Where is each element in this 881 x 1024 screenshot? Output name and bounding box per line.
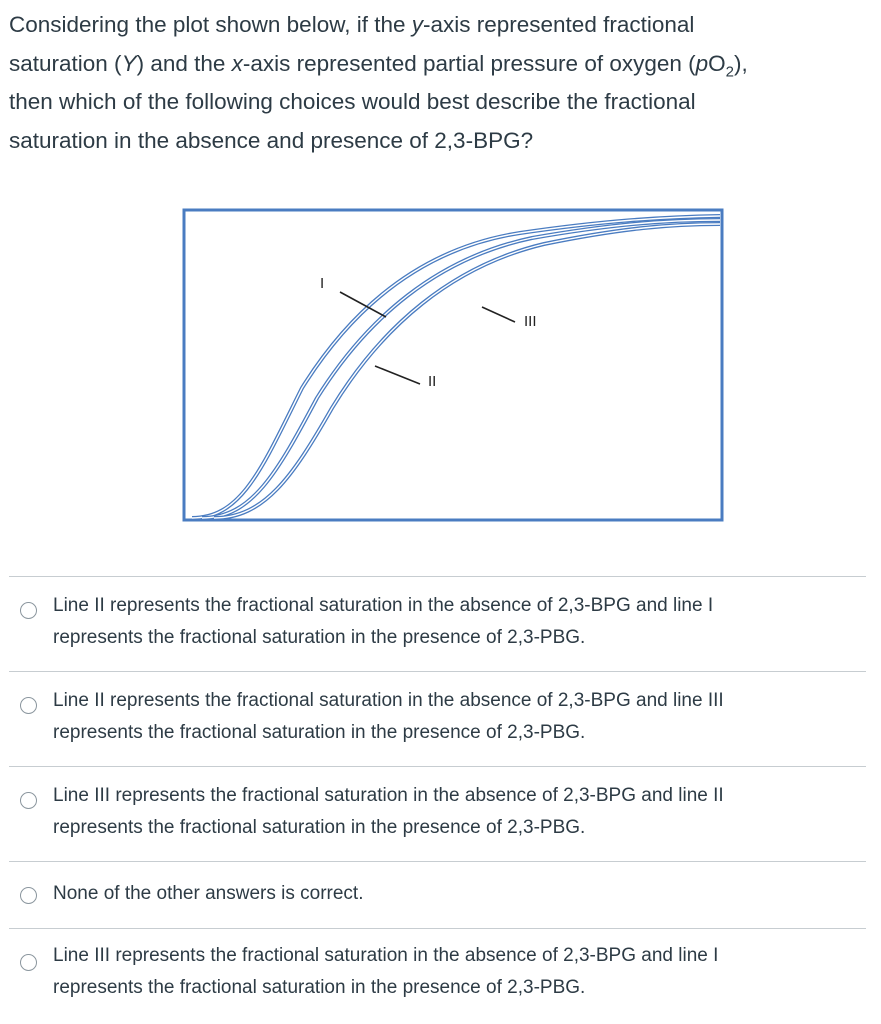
answer-label[interactable] — [53, 940, 853, 1004]
answer-line: Line II represents the fractional saturation in the absence of 2,3-BPG and line I — [53, 595, 714, 616]
answer-option-1[interactable] — [9, 576, 866, 671]
answer-line: Line III represents the fractional saturation in the absence of 2,3-BPG and line I — [53, 945, 719, 966]
answer-label[interactable] — [53, 878, 853, 910]
answer-list — [9, 576, 866, 1018]
plot-frame — [184, 210, 722, 520]
answer-line: Line III represents the fractional saturation in the absence of 2,3-BPG and line II — [53, 785, 724, 806]
answer-option-4[interactable] — [9, 861, 866, 928]
answer-label[interactable] — [53, 685, 853, 749]
answer-label[interactable] — [53, 780, 853, 844]
label-I: I — [320, 275, 325, 292]
radio-button[interactable] — [20, 954, 37, 971]
answer-line: represents the fractional saturation in the presence of 2,3-PBG. — [53, 977, 586, 998]
radio-button[interactable] — [20, 792, 37, 809]
radio-button[interactable] — [20, 887, 37, 904]
question-text — [9, 6, 869, 160]
radio-button[interactable] — [20, 697, 37, 714]
answer-option-5[interactable] — [9, 928, 866, 1018]
answer-line: represents the fractional saturation in the presence of 2,3-PBG. — [53, 627, 586, 648]
question-line-3: then which of the following choices would best describe the fractional — [9, 89, 696, 114]
plot-svg — [182, 208, 725, 524]
label-II: II — [428, 373, 437, 390]
answer-label[interactable] — [53, 590, 853, 654]
answer-line: Line II represents the fractional saturation in the absence of 2,3-BPG and line III — [53, 690, 724, 711]
answer-option-2[interactable] — [9, 671, 866, 766]
answer-line: None of the other answers is correct. — [53, 883, 364, 904]
radio-button[interactable] — [20, 602, 37, 619]
question-line-1: Considering the plot shown below, if the y-axis represented fractional — [9, 12, 695, 37]
oxygen-binding-plot — [182, 208, 725, 524]
label-III: III — [524, 313, 537, 330]
question-line-4: saturation in the absence and presence of 2,3-BPG? — [9, 127, 534, 153]
answer-line: represents the fractional saturation in the presence of 2,3-PBG. — [53, 817, 586, 838]
answer-option-3[interactable] — [9, 766, 866, 861]
question-line-2: saturation (Y) and the x-axis represented partial pressure of oxygen $(pO_2)$, — [9, 50, 748, 80]
answer-line: represents the fractional saturation in the presence of 2,3-PBG. — [53, 722, 586, 743]
